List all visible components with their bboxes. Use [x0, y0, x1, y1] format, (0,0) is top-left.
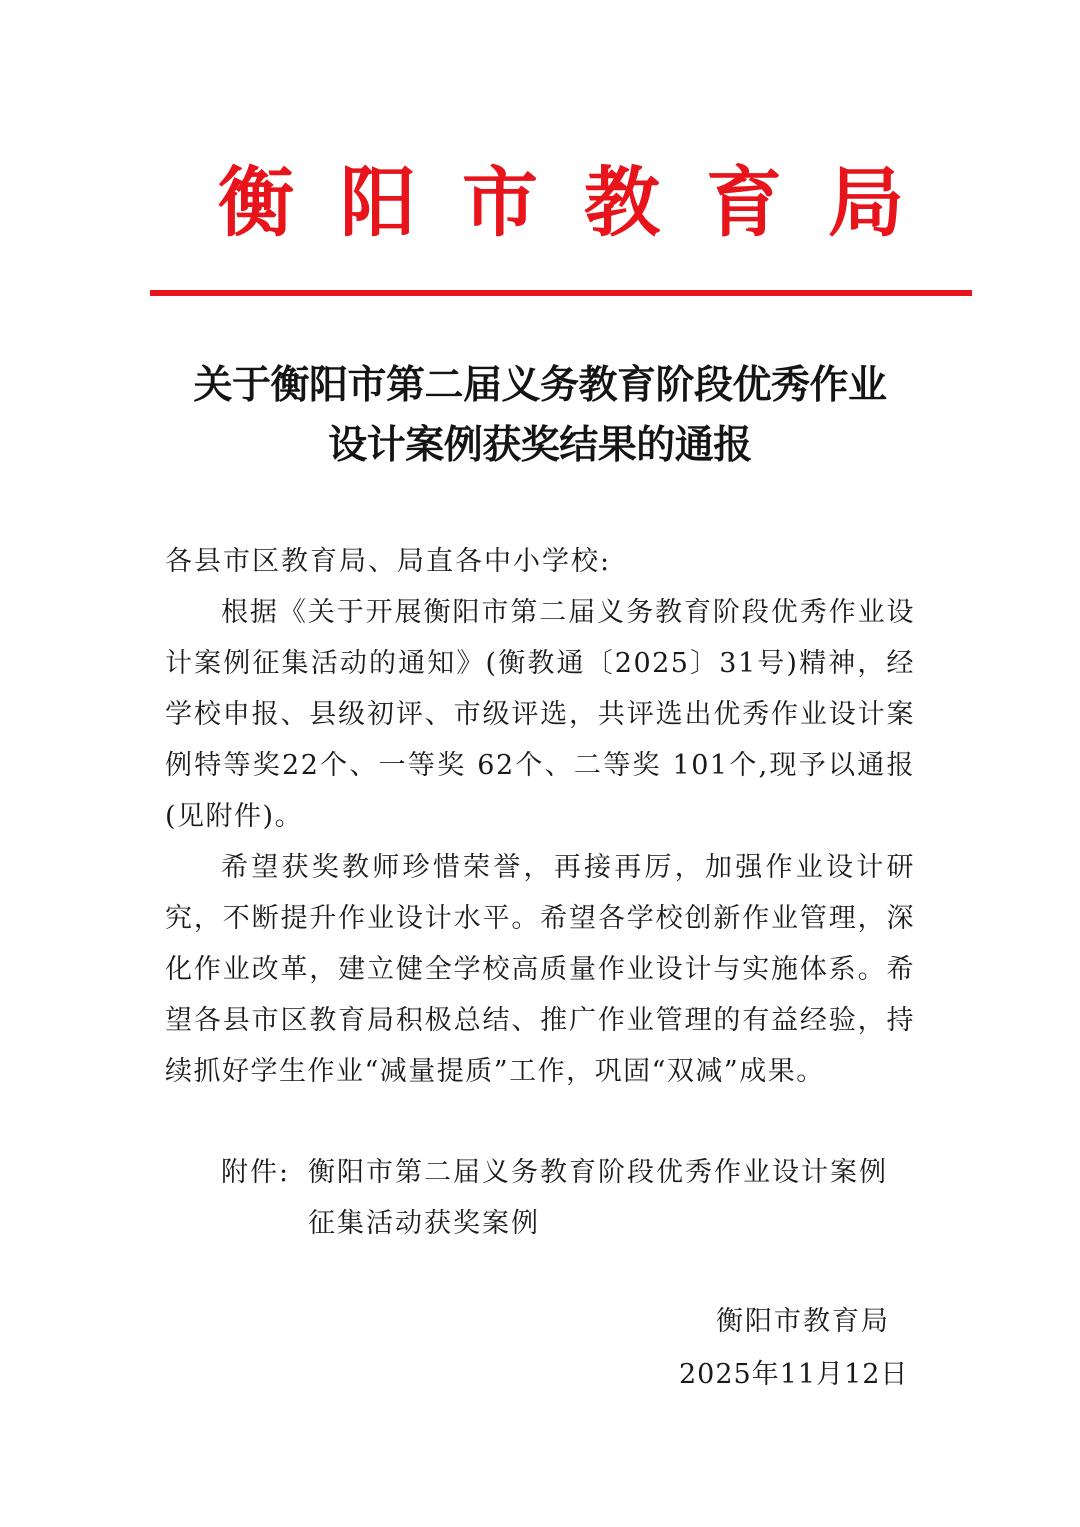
body-paragraph-1: 根据《关于开展衡阳市第二届义务教育阶段优秀作业设计案例征集活动的通知》(衡教通〔2025〕31号)精神，经学校申报、县级初评、市级评选，共评选出优秀作业设计案例特等奖22个、一等奖 62个、二等奖 101个,现予以通报(见附件)。: [165, 597, 915, 832]
letterhead-red-rule: [150, 290, 972, 296]
signature-date: 2025年11月12日: [679, 1359, 909, 1390]
salutation: 各县市区教育局、局直各中小学校:: [165, 546, 612, 577]
body-paragraph-2: 希望获奖教师珍惜荣誉，再接再厉，加强作业设计研究，不断提升作业设计水平。希望各学校创新作业管理，深化作业改革，建立健全学校高质量作业设计与实施体系。希望各县市区教育局积极总结、推广作业管理的有益经验，持续抓好学生作业“减量提质”工作，巩固“双减”成果。: [165, 852, 915, 1087]
document-title-line-1: 关于衡阳市第二届义务教育阶段优秀作业: [193, 362, 887, 408]
signature-org: 衡阳市教育局: [716, 1306, 890, 1337]
attachment-label: 附件:: [221, 1157, 291, 1188]
attachment-text: 衡阳市第二届义务教育阶段优秀作业设计案例征集活动获奖案例: [308, 1157, 888, 1239]
document-title-line-2: 设计案例获奖结果的通报: [328, 422, 752, 468]
letterhead-org-name: 衡阳市教育局: [218, 158, 950, 247]
